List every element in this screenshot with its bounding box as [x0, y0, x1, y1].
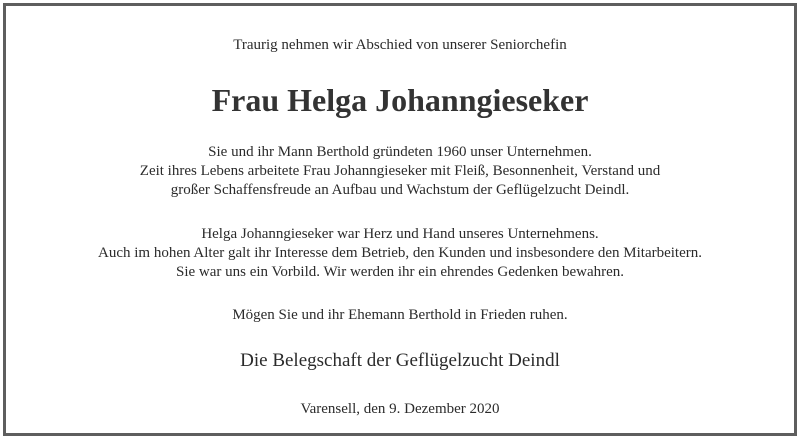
paragraph-line: Auch im hohen Alter galt ihr Interesse dem Betrieb, den Kunden und insbesondere den Mitarbeitern. [98, 245, 702, 261]
paragraph-line: großer Schaffensfreude an Aufbau und Wachstum der Geflügelzucht Deindl. [170, 182, 630, 198]
paragraph-line: Sie war uns ein Vorbild. Wir werden ihr ein ehrendes Gedenken bewahren. [175, 264, 624, 280]
deceased-name: Frau Helga Johanngieseker [211, 82, 589, 118]
paragraph-line: Helga Johanngieseker war Herz und Hand unseres Unternehmens. [201, 226, 599, 242]
intro-line: Traurig nehmen wir Abschied von unserer Seniorchefin [233, 37, 567, 53]
paragraph-line: Sie und ihr Mann Berthold gründeten 1960 unser Unternehmen. [208, 144, 592, 160]
farewell-line: Mögen Sie und ihr Ehemann Berthold in Frieden ruhen. [232, 307, 568, 323]
place-date-line: Varensell, den 9. Dezember 2020 [300, 401, 500, 417]
paragraph-founding [6, 143, 794, 200]
paragraph-tribute [6, 225, 794, 282]
paragraph-line: Zeit ihres Lebens arbeitete Frau Johanngieseker mit Fleiß, Besonnenheit, Verstand und [139, 163, 661, 179]
signature-line: Die Belegschaft der Geflügelzucht Deindl [240, 350, 560, 371]
obituary-notice-frame [3, 3, 797, 436]
